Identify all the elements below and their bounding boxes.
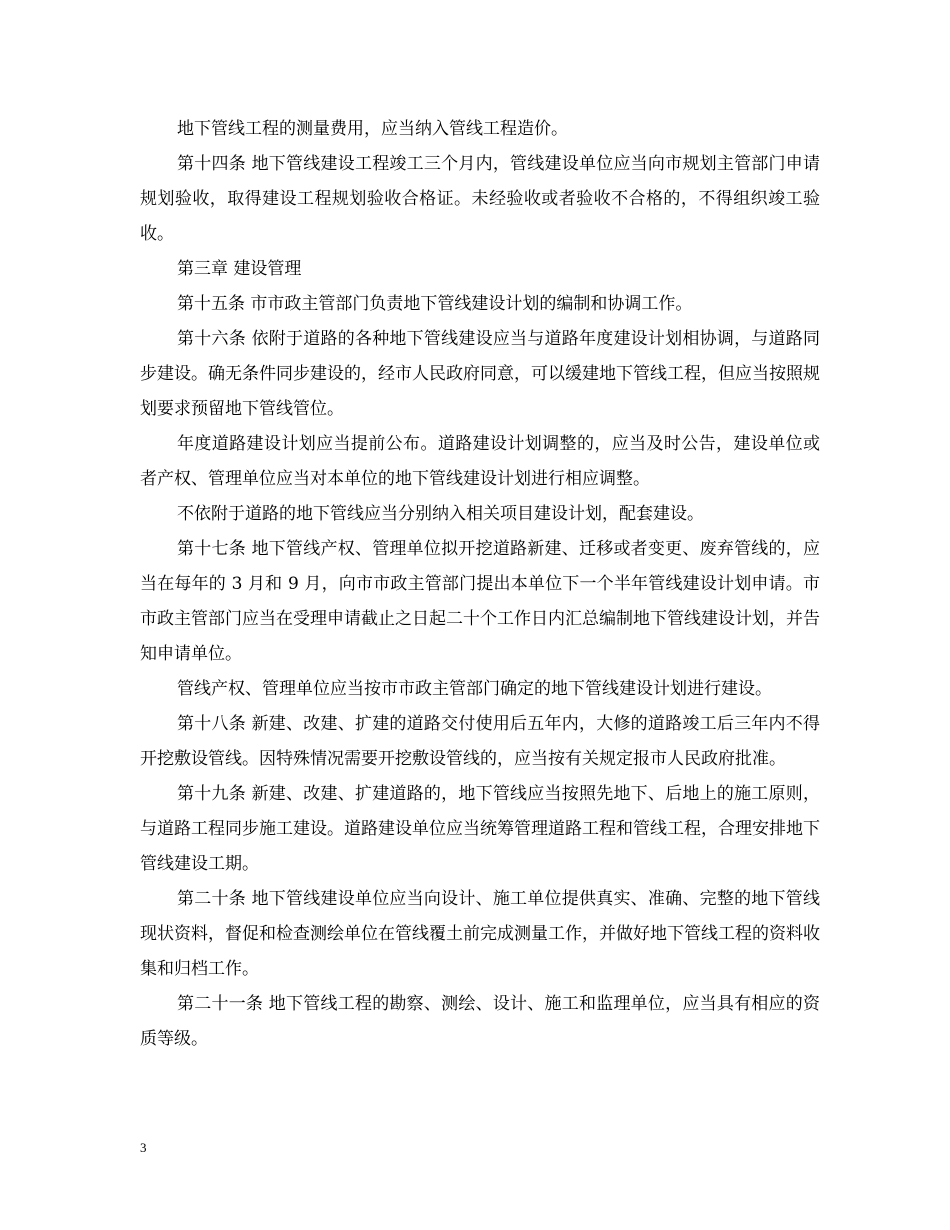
paragraph-6: 年度道路建设计划应当提前公布。道路建设计划调整的，应当及时公告，建设单位或者产权、管理单位应当对本单位的地下管线建设计划进行相应调整。 xyxy=(140,434,820,489)
paragraph-12: 第二十条 地下管线建设单位应当向设计、施工单位提供真实、准确、完整的地下管线现状资料，督促和检查测绘单位在管线覆土前完成测量工作，并做好地下管线工程的资料收集和归档工作。 xyxy=(140,889,820,979)
paragraph-8: 第十七条 地下管线产权、管理单位拟开挖道路新建、迁移或者变更、废弃管线的，应当在每年的 3 月和 9 月，向市市政主管部门提出本单位下一个半年管线建设计划申请。市市政主管部门应当在受理申请截止之日起二十个工作日内汇总编制地下管线建设计划，并告知申请单位。 xyxy=(140,539,820,664)
paragraph-4: 第十五条 市市政主管部门负责地下管线建设计划的编制和协调工作。 xyxy=(177,294,693,314)
chapter-heading: 第三章 建设管理 xyxy=(177,259,302,279)
paragraph-9: 管线产权、管理单位应当按市市政主管部门确定的地下管线建设计划进行建设。 xyxy=(177,679,772,699)
paragraph-10: 第十八条 新建、改建、扩建的道路交付使用后五年内，大修的道路竣工后三年内不得开挖敷设管线。因特殊情况需要开挖敷设管线的，应当按有关规定报市人民政府批准。 xyxy=(140,714,820,769)
page-number: 3 xyxy=(140,1140,147,1155)
paragraph-2: 第十四条 地下管线建设工程竣工三个月内，管线建设单位应当向市规划主管部门申请规划验收，取得建设工程规划验收合格证。未经验收或者验收不合格的，不得组织竣工验收。 xyxy=(140,154,820,244)
paragraph-1: 地下管线工程的测量费用，应当纳入管线工程造价。 xyxy=(177,119,568,139)
document-body xyxy=(140,112,820,1057)
paragraph-5: 第十六条 依附于道路的各种地下管线建设应当与道路年度建设计划相协调，与道路同步建设。确无条件同步建设的，经市人民政府同意，可以缓建地下管线工程，但应当按照规划要求预留地下管线管位。 xyxy=(140,329,820,419)
paragraph-13: 第二十一条 地下管线工程的勘察、测绘、设计、施工和监理单位，应当具有相应的资质等级。 xyxy=(140,994,820,1049)
paragraph-7: 不依附于道路的地下管线应当分别纳入相关项目建设计划，配套建设。 xyxy=(177,504,704,524)
paragraph-11: 第十九条 新建、改建、扩建道路的，地下管线应当按照先地下、后地上的施工原则，与道路工程同步施工建设。道路建设单位应当统筹管理道路工程和管线工程，合理安排地下管线建设工期。 xyxy=(140,784,820,874)
